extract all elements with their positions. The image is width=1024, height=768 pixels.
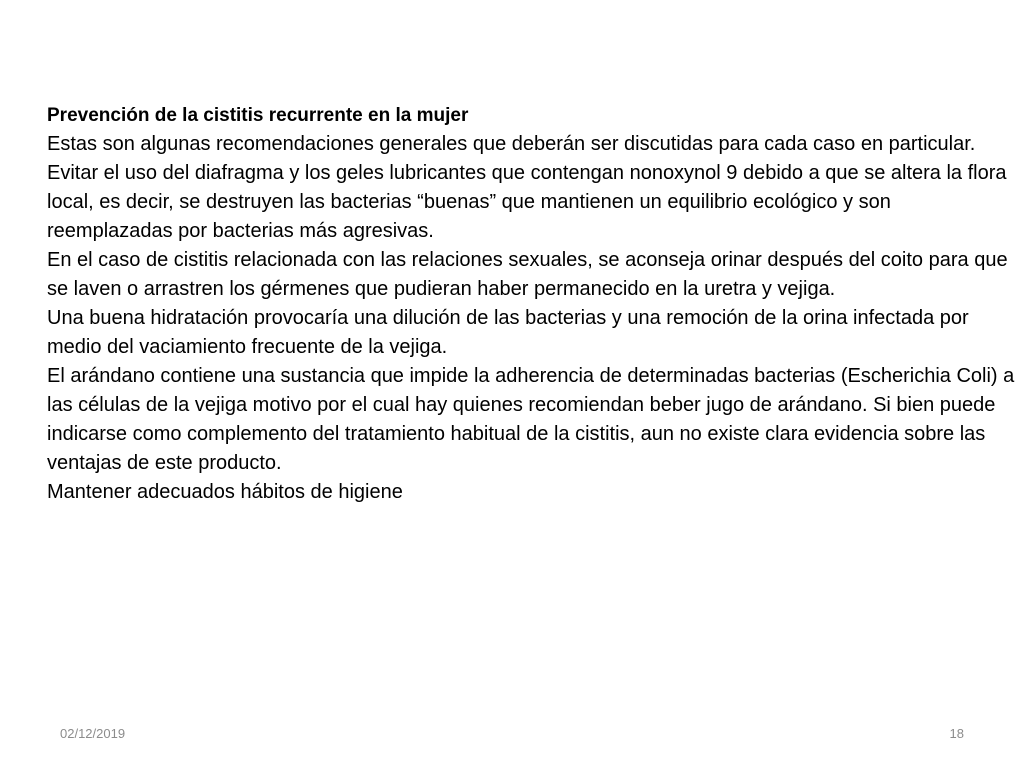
- paragraph-diaphragm: Evitar el uso del diafragma y los geles lubricantes que contengan nonoxynol 9 debido a que se altera la flora local, es decir, se destruyen las bacterias “buenas” que mantienen un equilibrio ecológico y son reemplazadas por bacterias más agresivas.: [47, 162, 1007, 242]
- paragraph-intro: Estas son algunas recomendaciones generales que deberán ser discutidas para cada caso en particular.: [47, 133, 976, 155]
- paragraph-hydration: Una buena hidratación provocaría una dilución de las bacterias y una remoción de la orina infectada por medio del vaciamiento frecuente de la vejiga.: [47, 307, 969, 358]
- paragraph-cranberry: El arándano contiene una sustancia que impide la adherencia de determinadas bacterias (Escherichia Coli) a las células de la vejiga motivo por el cual hay quienes recomiendan beber jugo de arándano. Si bien puede indicarse como complemento del tratamiento habitual de la cistitis, aun no existe clara evidencia sobre las ventajas de este producto.: [47, 365, 1015, 474]
- paragraph-hygiene: Mantener adecuados hábitos de higiene: [47, 481, 403, 503]
- slide-title: Prevención de la cistitis recurrente en la mujer: [47, 105, 469, 126]
- footer-page-number: 18: [949, 726, 964, 741]
- footer-date: 02/12/2019: [60, 726, 126, 741]
- slide-content: [47, 101, 1017, 507]
- paragraph-post-coital: En el caso de cistitis relacionada con las relaciones sexuales, se aconseja orinar después del coito para que se laven o arrastren los gérmenes que pudieran haber permanecido en la uretra y vejiga.: [47, 249, 1008, 300]
